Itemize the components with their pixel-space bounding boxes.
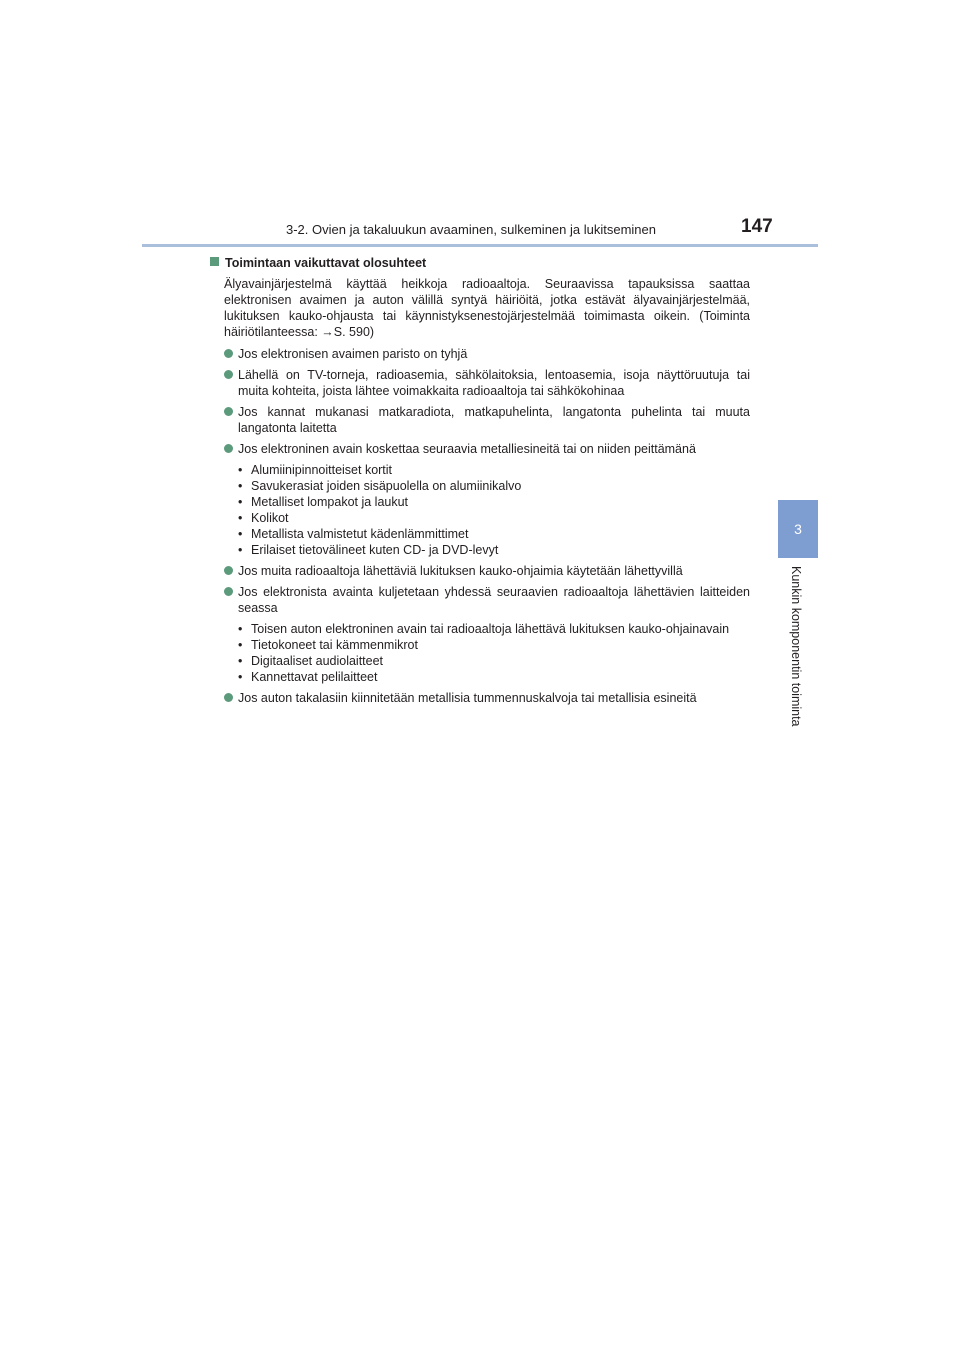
dot-bullet-icon: •	[238, 511, 243, 525]
list-item-text: Jos auton takalasiin kiinnitetään metallisia tummennuskalvoja tai metallisia esineitä	[238, 691, 697, 705]
round-bullet-icon	[224, 370, 233, 379]
sub-list-item	[238, 637, 750, 653]
round-bullet-icon	[224, 349, 233, 358]
list-item-text: Lähellä on TV-torneja, radioasemia, sähkölaitoksia, lentoasemia, isoja näyttöruutuja tai muita kohteita, joista lähtee voimakkaita radioaaltoja tai sähkökohinaa	[238, 368, 750, 398]
list-item-text: Jos elektronisen avaimen paristo on tyhjä	[238, 347, 468, 361]
list-item	[210, 346, 750, 362]
sub-list-item-text: Kannettavat pelilaitteet	[251, 670, 378, 684]
section-heading	[210, 255, 750, 271]
dot-bullet-icon: •	[238, 495, 243, 509]
sub-list-item	[238, 494, 750, 510]
dot-bullet-icon: •	[238, 543, 243, 557]
sub-list-item-text: Kolikot	[251, 511, 289, 525]
round-bullet-icon	[224, 693, 233, 702]
list-item	[210, 367, 750, 399]
round-bullet-icon	[224, 566, 233, 575]
section-intro: Älyavainjärjestelmä käyttää heikkoja radioaaltoja. Seuraavissa tapauksissa saattaa elektronisen avaimen ja auton välillä syntyä häiriöitä, jotka estävät älyavainjärjestelmää, lukituksen kauko-ohjausta tai käynnistyksenestojärjestelmää toimimasta oikein. (Toiminta häiriötilanteessa: →S. 590)	[224, 277, 750, 339]
chapter-tab: 3	[778, 500, 818, 558]
metal-objects-list	[210, 462, 750, 558]
sub-list-item	[238, 510, 750, 526]
sub-list-item	[238, 462, 750, 478]
sub-list-item-text: Metalliset lompakot ja laukut	[251, 495, 409, 509]
sub-list-item-text: Tietokoneet tai kämmenmikrot	[251, 638, 418, 652]
sub-list-item	[238, 669, 750, 685]
sub-list-item-text: Digitaaliset audiolaitteet	[251, 654, 384, 668]
sub-list-item	[238, 478, 750, 494]
list-item-text: Jos kannat mukanasi matkaradiota, matkapuhelinta, langatonta puhelinta tai muuta langatonta laitetta	[238, 405, 750, 435]
header-rule	[142, 244, 818, 247]
section-heading-text: Toimintaan vaikuttavat olosuhteet	[225, 256, 427, 270]
sub-list-item	[238, 621, 750, 637]
list-item	[210, 584, 750, 616]
dot-bullet-icon: •	[238, 638, 243, 652]
page-number: 147	[741, 216, 773, 237]
sub-list-item-text: Savukerasiat joiden sisäpuolella on alumiinikalvo	[251, 479, 522, 493]
dot-bullet-icon: •	[238, 479, 243, 493]
list-item-text: Jos muita radioaaltoja lähettäviä lukituksen kauko-ohjaimia käytetään lähettyvillä	[238, 564, 683, 578]
sub-list-item-text: Alumiinipinnoitteiset kortit	[251, 463, 393, 477]
list-item	[210, 441, 750, 457]
radio-devices-list	[210, 621, 750, 685]
sub-list-item-text: Metallista valmistetut kädenlämmittimet	[251, 527, 469, 541]
square-bullet-icon	[210, 257, 219, 266]
chapter-label: Kunkin komponentin toiminta	[789, 566, 803, 727]
round-bullet-icon	[224, 587, 233, 596]
sub-list-item	[238, 542, 750, 558]
dot-bullet-icon: •	[238, 670, 243, 684]
list-item	[210, 404, 750, 436]
running-header: 3-2. Ovien ja takaluukun avaaminen, sulkeminen ja lukitseminen	[286, 222, 656, 237]
sub-list-item	[238, 653, 750, 669]
dot-bullet-icon: •	[238, 654, 243, 668]
sub-list-item	[238, 526, 750, 542]
dot-bullet-icon: •	[238, 463, 243, 477]
sub-list-item-text: Toisen auton elektroninen avain tai radioaaltoja lähettävä lukituksen kauko-ohjainavain	[251, 622, 730, 636]
round-bullet-icon	[224, 444, 233, 453]
dot-bullet-icon: •	[238, 622, 243, 636]
list-item	[210, 690, 750, 706]
list-item-text: Jos elektronista avainta kuljetetaan yhdessä seuraavien radioaaltoja lähettävien laitteiden seassa	[238, 585, 750, 615]
list-item	[210, 563, 750, 579]
dot-bullet-icon: •	[238, 527, 243, 541]
round-bullet-icon	[224, 407, 233, 416]
list-item-text: Jos elektroninen avain koskettaa seuraavia metalliesineitä tai on niiden peittämänä	[238, 442, 696, 456]
sub-list-item-text: Erilaiset tietovälineet kuten CD- ja DVD-levyt	[251, 543, 499, 557]
section-content	[210, 255, 750, 711]
